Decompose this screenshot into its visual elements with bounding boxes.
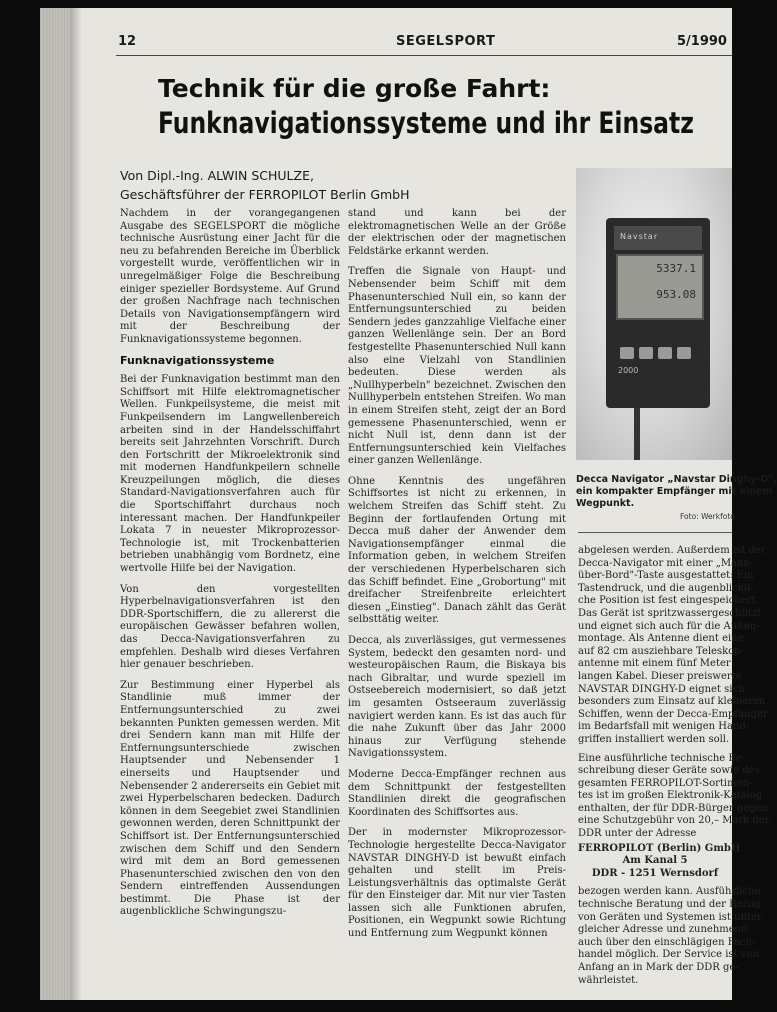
paragraph: Bei der Funknavigation bestimmt man den Schiffsort mit Hilfe elektromagnetischer Wellen. Funkpeilsysteme, die meist mit Funkpeilsendern im Langwellenbereich arbeiten sind in der Handelsschiffahrt bereits seit Jahrzehnten Vorschrift. Durch den Fortschritt der Mikroelektronik sind mit modernen Handfunkpeilern schnelle Kreuzpeilungen möglich, die dieses Standard-Navigationsverfahren auch für die Sportschiffahrt durchaus noch interessant machen. Der Handfunkpeiler Lokata 7 in neuester Mikroprozessor-Technologie ist, mit Trockenbatterien betrieben unabhängig vom Bordnetz, eine wertvolle Hilfe bei der Navigation. <box>120 374 340 575</box>
device-brand: Navstar <box>620 232 659 241</box>
author-byline <box>120 166 410 204</box>
device-model: 2000 <box>618 366 639 375</box>
issue-number: 5/1990 <box>677 34 727 49</box>
paragraph: abgelesen werden. Außerdem ist der Decca-Navigator mit einer „Mann- über-Bord"-Taste ausgestattet: Ein Tastendruck, und die augenblickli- che Position ist fest eingespeichert. Das Gerät ist spritzwassergeschützt und eignet sich auch für die Außen- montage. Als Antenne dient eine auf 82 cm ausziehbare Teleskop- antenne mit einem fünf Meter langen Kabel. Dieser preiswerte NAVSTAR DINGHY-D eignet sich besonders zum Einsatz auf kleineren Schiffen, wenn der Decca-Empfänger im Bedarfsfall mit wenigen Hand- griffen installiert werden soll. <box>578 545 768 745</box>
intro-paragraph: Nachdem in der vorangegangenen Ausgabe des SEGELSPORT die mögliche technische Ausrüstung einer Jacht für die neu zu befahrenden Bereiche im Überblick vorgestellt wurde, veröffentlichen wir in unregelmäßiger Folge die Beschreibung einiger spezieller Bordsysteme. Auf Grund der großen Nachfrage nach technischen Details von Navigationsempfängern wird mit der Beschreibung der Funknavigationssysteme begonnen. <box>120 208 340 345</box>
article-title: Funknavigationssysteme und ihr Einsatz <box>158 106 694 140</box>
paragraph: Ohne Kenntnis des ungefähren Schiffsortes ist nicht zu erkennen, in welchem Streifen das Schiff steht. Zu Beginn der fortlaufenden Ortung mit Decca muß daher der Anwender dem Navigationsempfänger einmal die Information geben, in welchem Streifen der verschiedenen Hyperbelscharen sich das Schiff befindet. Eine „Grobortung" mit dreifacher Streifenbreite erleichtert diesen „Einstieg". Danach zählt das Gerät selbsttätig weiter. <box>348 475 566 626</box>
navigator-device <box>606 218 710 408</box>
author-role: Geschäftsführer der FERROPILOT Berlin GmbH <box>120 187 410 202</box>
paragraph: Moderne Decca-Empfänger rechnen aus dem Schnittpunkt der festgestellten Standlinien direkt die geografischen Koordinaten des Schiffsortes aus. <box>348 768 566 818</box>
address-street: Am Kanal 5 <box>622 855 688 867</box>
device-cable <box>634 408 640 460</box>
column-rule <box>578 532 732 533</box>
running-header: SEGELSPORT <box>396 34 496 49</box>
paragraph: stand und kann bei der elektromagnetischen Welle an der Größe der elektrischen oder der magnetischen Feldstärke erkannt werden. <box>348 208 566 257</box>
paragraph: Treffen die Signale von Haupt- und Nebensender beim Schiff mit dem Phasenunterschied Null ein, so kann der Entfernungsunterschied zu beiden Sendern jedes ganzzahlige Vielfache einer ganzen Wellenlänge sein. Der an Bord festgestellte Phasenunterschied Null kann also eine Vielzahl von Standlinien bedeuten. Diese werden als „Nullhyperbeln" bezeichnet. Zwischen den Nullhyperbeln entstehen Streifen. Wo man in einem Streifen steht, zeigt der an Bord gemessene Phasenunterschied, wenn er nicht Null ist, denn dann ist der Entfernungsunterschied kein Vielfaches einer ganzen Wellenlänge. <box>348 266 566 467</box>
text-column-2 <box>348 208 566 978</box>
page-number: 12 <box>118 34 137 49</box>
device-keypad <box>620 344 696 363</box>
text-column-1 <box>120 208 340 978</box>
device-key <box>620 347 634 359</box>
paragraph: Zur Bestimmung einer Hyperbel als Standlinie muß immer der Entfernungsunterschied zu zwei bekannten Punkten gemessen werden. Mit drei Sendern kann man mit Hilfe der Entfernungsunterschiede zwischen Hauptsender und Nebensender 1 einerseits und Hauptsender und Nebensender 2 andererseits ein Gebiet mit zwei Hyperbelscharen bedecken. Dadurch können in dem Seegebiet zwei Standlinien gewonnen werden, deren Schnittpunkt der Schiffsort ist. Der Entfernungsunterschied zwischen dem Schiff und den Sendern wird mit dem an Bord gemessenen Phasenunterschied zwischen den von den Sendern eintreffenden Aussendungen bestimmt. Die Phase ist der augenblickliche Schwingungszu- <box>120 679 340 918</box>
company-address <box>578 842 741 881</box>
paragraph: Eine ausführliche technische Be- schreibung dieser Geräte sowie des gesamten FERROPILOT-Sortimen- tes ist im großen Elektronik-Katalog enthalten, der für DDR-Bürger gegen eine Schutzgebühr von 20,– Mark der DDR unter der Adresse <box>578 752 770 840</box>
product-photo <box>576 168 732 460</box>
paragraph: Der in modernster Mikroprozessor-Technologie hergestellte Decca-Navigator NAVSTAR DINGHY-D ist bewußt einfach gehalten und stellt im Preis-Leistungsverhältnis das optimalste Gerät für den Einsteiger dar. Mit nur vier Tasten lassen sich alle Funktionen abrufen, Positionen, ein Wegpunkt sowie Richtung und Entfernung zum Wegpunkt können <box>348 827 566 940</box>
display-line-2: 953.08 <box>656 288 696 301</box>
device-key <box>639 347 653 359</box>
address-company: FERROPILOT (Berlin) GmbH <box>578 842 741 854</box>
device-key <box>658 347 672 359</box>
device-display <box>616 254 704 320</box>
text-column-3 <box>578 545 770 986</box>
paragraph: Decca, als zuverlässiges, gut vermessenes System, bedeckt den gesamten nord- und westeuropäischen Raum, die Biskaya bis nach Gibraltar, und wurde speziell im Ostseebereich modernisiert, so daß jetzt im gesamten Ostseeraum zuverlässig navigiert werden kann. Es ist das auch für die nahe Zukunft über das Jahr 2000 hinaus zur Verfügung stehende Navigationssystem. <box>348 635 566 760</box>
article-kicker: Technik für die große Fahrt: <box>158 74 551 103</box>
display-line-1: 5337.1 <box>656 262 696 275</box>
photo-credit: Foto: Werkfoto <box>680 512 735 521</box>
section-heading: Funknavigationssysteme <box>120 353 275 367</box>
author-name: Von Dipl.-Ing. ALWIN SCHULZE, <box>120 168 314 183</box>
book-spine <box>40 8 70 1000</box>
gutter-shadow <box>70 8 82 1000</box>
photo-caption: Decca Navigator „Navstar Dinghy-D", ein kompakter Empfänger mit einem Wegpunkt. <box>576 474 777 509</box>
magazine-page <box>40 8 777 1000</box>
address-city: DDR - 1251 Wernsdorf <box>591 867 719 879</box>
paragraph: Von den vorgestellten Hyperbelnavigationsverfahren ist den DDR-Sportschiffern, die zu allererst die europäischen Gewässer befahren wollen, das Decca-Navigationsverfahren zu empfehlen. Deshalb wird dieses Verfahren hier genauer beschrieben. <box>120 583 340 671</box>
device-key <box>677 347 691 359</box>
header-rule <box>116 55 732 56</box>
paragraph: bezogen werden kann. Ausführliche technische Beratung und der Bezug von Geräten und Systemen ist unter gleicher Adresse und zunehmend auch über den einschlägigen Fach- handel möglich. Der Service ist von Anfang an in Mark der DDR ge- währleistet. <box>578 886 762 986</box>
